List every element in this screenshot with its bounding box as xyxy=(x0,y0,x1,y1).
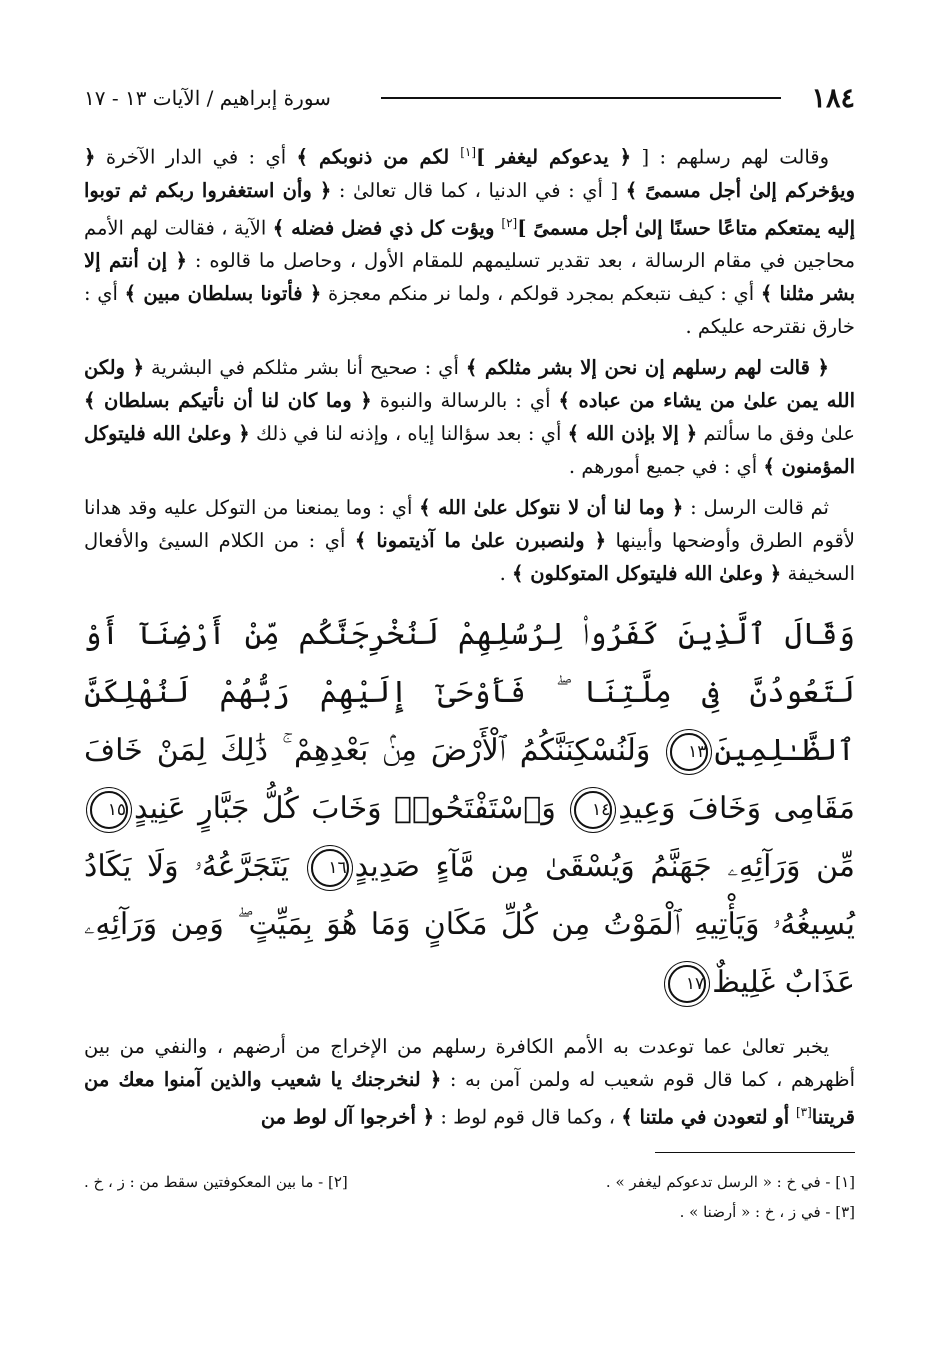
quoted-verse-text: ﴿ إلا بإذن الله ﴾ xyxy=(567,422,698,445)
commentary-text: أي : في جميع أمورهم . xyxy=(568,455,764,478)
quoted-verse-text: ﴿ ويؤخركم إلىٰ أجل مسمىً ﴾ xyxy=(84,145,855,202)
ayah-number-marker: ١٦ xyxy=(311,849,349,887)
footnotes xyxy=(84,1167,855,1227)
commentary-paragraph-1 xyxy=(84,136,855,343)
commentary-text: وقالت لهم رسلهم : [ xyxy=(631,145,830,169)
quran-verse-text: وَٱسْتَفْتَحُوا۟ وَخَابَ كُلُّ جَبَّارٍ عَنِيدٍ xyxy=(134,791,569,826)
commentary-text: أي : وما يمنعنا من التوكل عليه وقد هدانا لأقوم الطرق وأوضحها وأبينها xyxy=(84,496,855,552)
quoted-verse-text: ﴿ يدعوكم ليغفر ] xyxy=(476,145,632,169)
commentary-text: الآية ، فقالت لهم الأمم محاجين في مقام الرسالة ، بعد تقدير تسليمهم للمقام الأول ، وحاصل ما قالوه : xyxy=(84,216,856,272)
footnote-2: [٢] - ما بين المعكوفتين سقط من : ز ، خ . xyxy=(84,1172,348,1191)
commentary-text: علىٰ وفق ما سألتم xyxy=(697,422,856,445)
commentary-paragraph-4 xyxy=(84,1030,855,1134)
commentary-text: أي : بالرسالة والنبوة xyxy=(371,389,559,412)
commentary-paragraph-3 xyxy=(84,491,855,590)
ayah-number-marker: ١٧ xyxy=(668,965,706,1003)
quran-verses-block xyxy=(84,606,855,1012)
quoted-verse-text: لكم من ذنوبكم ﴾ xyxy=(296,145,461,169)
quran-verse-text: مِّن وَرَآئِهِۦ جَهَنَّمُ وَيُسْقَىٰ مِن مَّآءٍ صَدِيدٍ xyxy=(354,849,855,884)
commentary-text: أي : من الكلام السيئ والأفعال السخيفة xyxy=(84,529,855,585)
commentary-text: [ أي : في الدنيا ، كما قال تعالىٰ : xyxy=(331,178,626,202)
quran-verse-text: وَقَالَ ٱلَّذِينَ كَفَرُوا۟ لِرُسُلِهِمْ لَنُخْرِجَنَّكُم مِّنْ أَرْضِنَآ أَوْ لَتَعُودُنَّ فِى مِلَّتِنَا ۖ فَأَوْحَىٰٓ إِلَيْهِمْ رَبُّهُمْ لَنُهْلِكَنَّ ٱلظَّـٰلِمِينَ xyxy=(84,617,855,768)
commentary-text: أي : كيف نتبعكم بمجرد قولكم ، ولما نر منكم معجزة xyxy=(321,282,761,305)
quoted-verse-text: ﴿ وما كان لنا أن نأتيكم بسلطان ﴾ xyxy=(84,389,372,412)
ayah-number-marker: ١٤ xyxy=(574,791,612,829)
footnote-marker: [١] xyxy=(460,145,477,159)
commentary-text: ، وكما قال قوم لوط : xyxy=(434,1105,622,1129)
quran-verse-text: وَلَنُسْكِنَنَّكُمُ ٱلْأَرْضَ مِنۢ بَعْدِهِمْ ۚ ذَٰلِكَ لِمَنْ خَافَ مَقَامِى وَخَافَ وَعِيدِ xyxy=(84,733,855,826)
quoted-verse-text: ويؤت كل ذي فضل فضله ﴾ xyxy=(272,216,502,239)
commentary-text: يخبر تعالىٰ عما توعدت به الأمم الكافرة رسلهم من الإخراج من أرضهم ، والنفي من بين أظهرهم ، كما قال قوم شعيب له ولمن آمن به : xyxy=(84,1035,855,1091)
commentary-text: . xyxy=(499,562,513,585)
quoted-verse-text: ﴿ فأتونا بسلطان مبين ﴾ xyxy=(124,282,322,305)
footnote-separator xyxy=(655,1152,855,1153)
header-rule xyxy=(381,97,782,99)
page-header xyxy=(84,78,855,118)
commentary-paragraph-2 xyxy=(84,351,855,483)
commentary-text: أي : صحيح أنا بشر مثلكم في البشرية xyxy=(144,356,466,379)
quoted-verse-text: أو لتعودن في ملتنا ﴾ xyxy=(621,1105,796,1129)
quoted-verse-text: ﴿ وأن استغفروا ربكم ثم توبوا إليه يمتعكم متاعًا حسنًا إلىٰ أجل مسمىً ] xyxy=(84,178,856,239)
footnote-marker: [٣] xyxy=(795,1105,812,1119)
footnote-marker: [٢] xyxy=(501,215,518,230)
quoted-verse-text: ﴿ أخرجوا آل لوط من xyxy=(260,1105,435,1129)
footnote-1: [١] - في خ : « الرسل تدعوكم ليغفر » . xyxy=(605,1172,855,1191)
ayah-number-marker: ١٥ xyxy=(90,791,128,829)
quoted-verse-text: ﴿ قالت لهم رسلهم إن نحن إلا بشر مثلكم ﴾ xyxy=(465,356,829,379)
quoted-verse-text: ﴿ إن أنتم إلا بشر مثلنا ﴾ xyxy=(84,249,856,305)
ayah-number-marker: ١٣ xyxy=(670,733,708,771)
page xyxy=(84,78,855,1227)
quoted-verse-text: ﴿ وعلىٰ الله فليتوكل المتوكلون ﴾ xyxy=(512,562,782,585)
quoted-verse-text: ﴿ وما لنا أن لا نتوكل علىٰ الله ﴾ xyxy=(419,496,684,519)
commentary-text: أي : في الدار الآخرة xyxy=(95,145,297,169)
quoted-verse-text: ﴿ ولنصبرن علىٰ ما آذيتمونا ﴾ xyxy=(354,529,606,552)
quran-verse-text: يَتَجَرَّعُهُۥ وَلَا يَكَادُ يُسِيغُهُۥ وَيَأْتِيهِ ٱلْمَوْتُ مِن كُلِّ مَكَانٍ وَمَا هُوَ بِمَيِّتٍ ۖ وَمِن وَرَآئِهِۦ عَذَابٌ غَلِيظٌ xyxy=(84,849,855,1000)
commentary-text: أي : بعد سؤالنا إياه ، وإذنه لنا في ذلك xyxy=(249,422,568,445)
commentary-text: ثم قالت الرسل : xyxy=(683,496,829,519)
page-number: ١٨٤ xyxy=(811,82,855,114)
footnote-3: [٣] - في ز ، خ : « أرضنا » . xyxy=(679,1202,855,1221)
surah-title: سورة إبراهيم / الآيات ١٣ - ١٧ xyxy=(84,86,331,110)
quoted-verse-text: ﴿ وعلىٰ الله فليتوكل المؤمنون ﴾ xyxy=(84,422,855,478)
quoted-verse-text: ﴿ ولكن الله يمن علىٰ من يشاء من عباده ﴾ xyxy=(84,356,855,412)
quoted-verse-text: ﴿ لنخرجنك يا شعيب والذين آمنوا معك من قريتنا xyxy=(84,1068,855,1129)
commentary-text: أي : خارق نقترحه عليكم . xyxy=(84,282,855,338)
